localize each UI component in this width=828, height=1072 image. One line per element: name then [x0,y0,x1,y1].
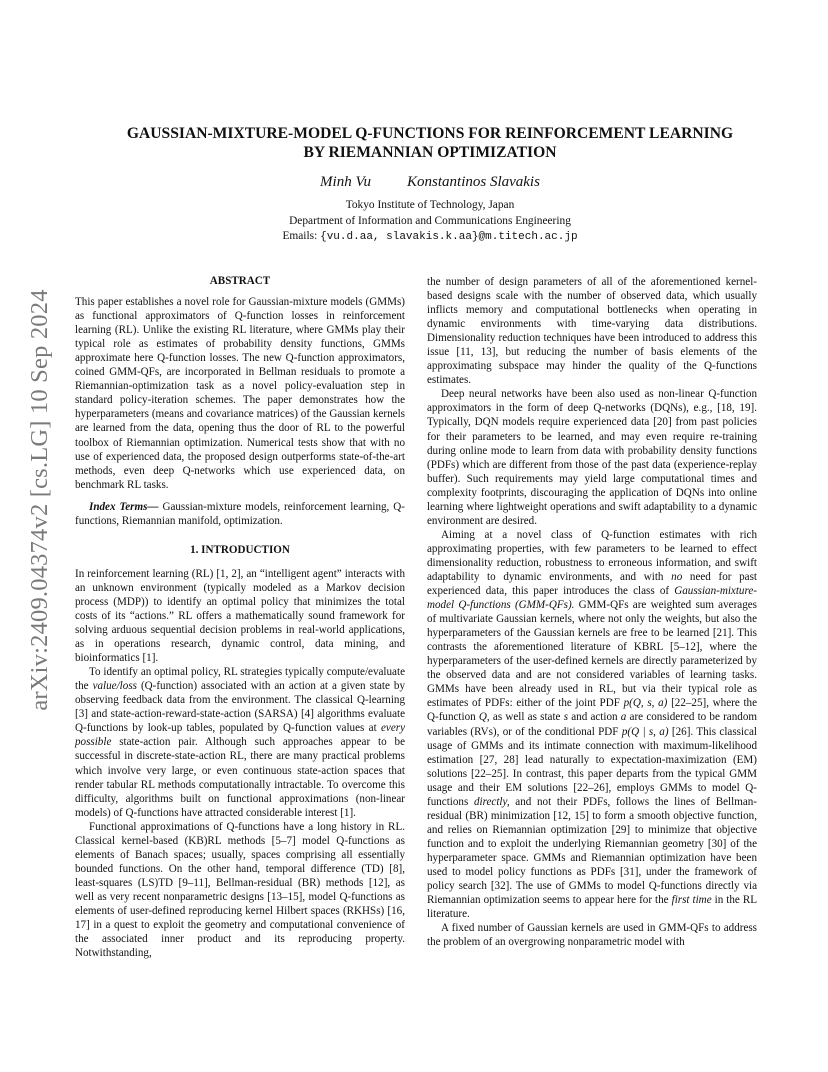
emphasis: no [671,570,683,583]
title-line-2: BY RIEMANNIAN OPTIMIZATION [303,143,557,161]
index-terms-label: Index Terms— [89,500,159,513]
math: a [620,711,627,724]
department: Department of Information and Communications Engineering [289,214,571,227]
math: p(Q, s, a) [623,697,668,710]
math: Q [478,711,487,724]
arxiv-stamp-text: arXiv:2409.04374v2 [cs.LG] 10 Sep 2024 [26,289,53,711]
abstract-heading: ABSTRACT [209,275,271,287]
author-name: Minh Vu [320,174,372,190]
paper-title [90,125,770,162]
emphasis: first time [671,894,712,907]
emphasis: directly, [473,795,510,808]
arxiv-stamp [18,290,62,710]
math: p(Q | s, a) [621,725,669,738]
abstract-text: This paper establishes a novel role for Gaussian-mixture models (GMMs) as functional approximators of Q-function losses in reinforcement learning (RL). Unlike the existing RL literature, where GMMs play their typical role as estimates of probability density functions, GMMs approximate here Q-function losses. The new Q-function approximators, coined GMM-QFs, are incorporated in Bellman residuals to promote a Riemannian-optimization task as a novel policy-evaluation step in standard policy-iteration schemes. The paper demonstrates how the hyperparameters (means and covariance matrices) of the Gaussian kernels are learned from the data, opening thus the door of RL to the powerful toolbox of Riemannian optimization. Numerical tests show that with no use of experienced data, the proposed design outperforms state-of-the-art methods, even deep Q-networks which use experienced data, on benchmark RL tasks. [75,296,405,491]
emphasis: Gaussian-mixture-model Q-functions (GMM-QFs). [427,585,757,612]
paragraph: Aiming at a novel class of Q-function estimates with rich approximating properties, with few parameters to be learned to effect dimensionality reduction, robustness to erroneous information, and swift adaptability to dynamic environments, and with no need for past experienced data, this paper introduces the class of Gaussian-mixture-model Q-functions (GMM-QFs). GMM-QFs are weighted sum averages of multivariate Gaussian kernels, where not only the weights, but also the hyperparameters of the Gaussian kernels are free to be learned [21]. This contrasts the aforementioned literature of KBRL [5–12], where the hyperparameters of the user-defined kernels are directly parameterized by the observed data and are not considered variables of learning tasks. GMMs have been already used in RL, but via their typical role as estimates of PDFs: either of the joint PDF p(Q, s, a) [22–25], where the Q-function Q, as well as state s and action a are considered to be random variables (RVs), or of the conditional PDF p(Q | s, a) [26]. This classical usage of GMMs and its intimate connection with maximum-likelihood estimation [27, 28] lead naturally to expectation-maximization (EM) solutions [22–25]. In contrast, this paper departs from the typical GMM usage and their EM solutions [22–26], employs GMMs to model Q-functions directly, and not their PDFs, follows the lines of Bellman-residual (BR) minimization [12, 15] to form a smooth objective function, and relies on Riemannian optimization [29] to minimize that objective function and to exploit the underlying Riemannian geometry [30] of the hyperparameter space. GMMs and Riemannian optimization have been used to model policy functions as PDFs [31], under the framework of policy search [32]. The use of GMMs to model Q-functions directly via Riemannian optimization seems to appear here for the first time in the RL literature. [427,528,758,921]
section-heading: 1. INTRODUCTION [190,543,290,556]
left-column [75,274,405,960]
paragraph: A fixed number of Gaussian kernels are used in GMM-QFs to address the problem of an overgrowing nonparametric model with [427,922,757,949]
right-column [427,275,757,949]
emails-line [90,229,770,246]
affiliation-block [90,198,770,246]
paragraph: Functional approximations of Q-functions have a long history in RL. Classical kernel-based (KB)RL methods [5–7] model Q-functions as elements of Banach spaces; usually, spaces comprising all essentially bounded functions. On the other hand, temporal difference (TD) [8], least-squares (LS)TD [9–11], Bellman-residual (BR) methods [12], as well as very recent nonparametric designs [13–15], model Q-functions as elements of user-defined reproducing kernel Hilbert spaces (RKHSs) [16, 17] in a quest to exploit the geometry and computational convenience of the associated inner product and its reproducing property. Notwithstanding, [75,820,405,960]
emphasis: every possible [75,722,405,749]
title-line-1: GAUSSIAN-MIXTURE-MODEL Q-FUNCTIONS FOR REINFORCEMENT LEARNING [126,125,734,142]
emails-label: Emails: [282,230,318,242]
emails: {vu.d.aa, slavakis.k.aa}@m.titech.ac.jp [320,231,578,243]
emphasis: value/loss [92,680,137,693]
author-name: Konstantinos Slavakis [407,174,540,190]
paragraph: the number of design parameters of all of the aforementioned kernel-based designs scale with the number of observed data, which usually inflicts memory and computational bottlenecks when operating in dynamic environments with time-varying data distributions. Dimensionality reduction techniques have been introduced to address this issue [11, 13], but reducing the number of basis elements of the approximating subspace may hinder the quality of the Q-functions estimates. [427,276,757,387]
math: s [563,711,569,724]
institution: Tokyo Institute of Technology, Japan [345,199,515,211]
index-terms-text: Gaussian-mixture models, reinforcement learning, Q-functions, Riemannian manifold, optimization. [75,500,405,527]
index-terms [75,500,405,528]
paragraph: To identify an optimal policy, RL strategies typically compute/evaluate the value/loss (Q-function) associated with an action at a given state by observing feedback data from the environment. The classical Q-learning [3] and state-action-reward-state-action (SARSA) [4] algorithms evaluate Q-functions by look-up tables, populated by Q-function values at every possible state-action pair. Although such approaches appear to be successful in discrete-state-action RL, there are many practical problems which involve very large, or even continuous state-action spaces that render tabular RL methods computationally intractable. To overcome this difficulty, algorithms built on functional approximations (non-linear models) of Q-functions have attracted considerable interest [1]. [75,666,406,819]
author-list [90,174,770,191]
paragraph: Deep neural networks have been also used as non-linear Q-function approximators in the form of deep Q-networks (DQNs), e.g., [18, 19]. Typically, DQN models require experienced data [20] from past policies for their parameters to be learned, and may even require re-training during online mode to learn from data with probability density functions (PDFs) which are different from those of the past data (experience-replay buffer). Such requirements may yield large computational times and complexity footprints, discouraging the application of DQNs into online learning where lightweight operations and swift adaptability to a dynamic environment are desired. [427,388,757,527]
paragraph: In reinforcement learning (RL) [1, 2], an “intelligent agent” interacts with an unknown environment (typically modeled as a Markov decision process (MDP)) to identify an optimal policy that minimizes the total costs of its “actions.” RL offers a mathematically sound framework for solving arduous sequential decision problems in real-world applications, as in operations research, dynamic control, data mining, and bioinformatics [1]. [75,567,405,665]
